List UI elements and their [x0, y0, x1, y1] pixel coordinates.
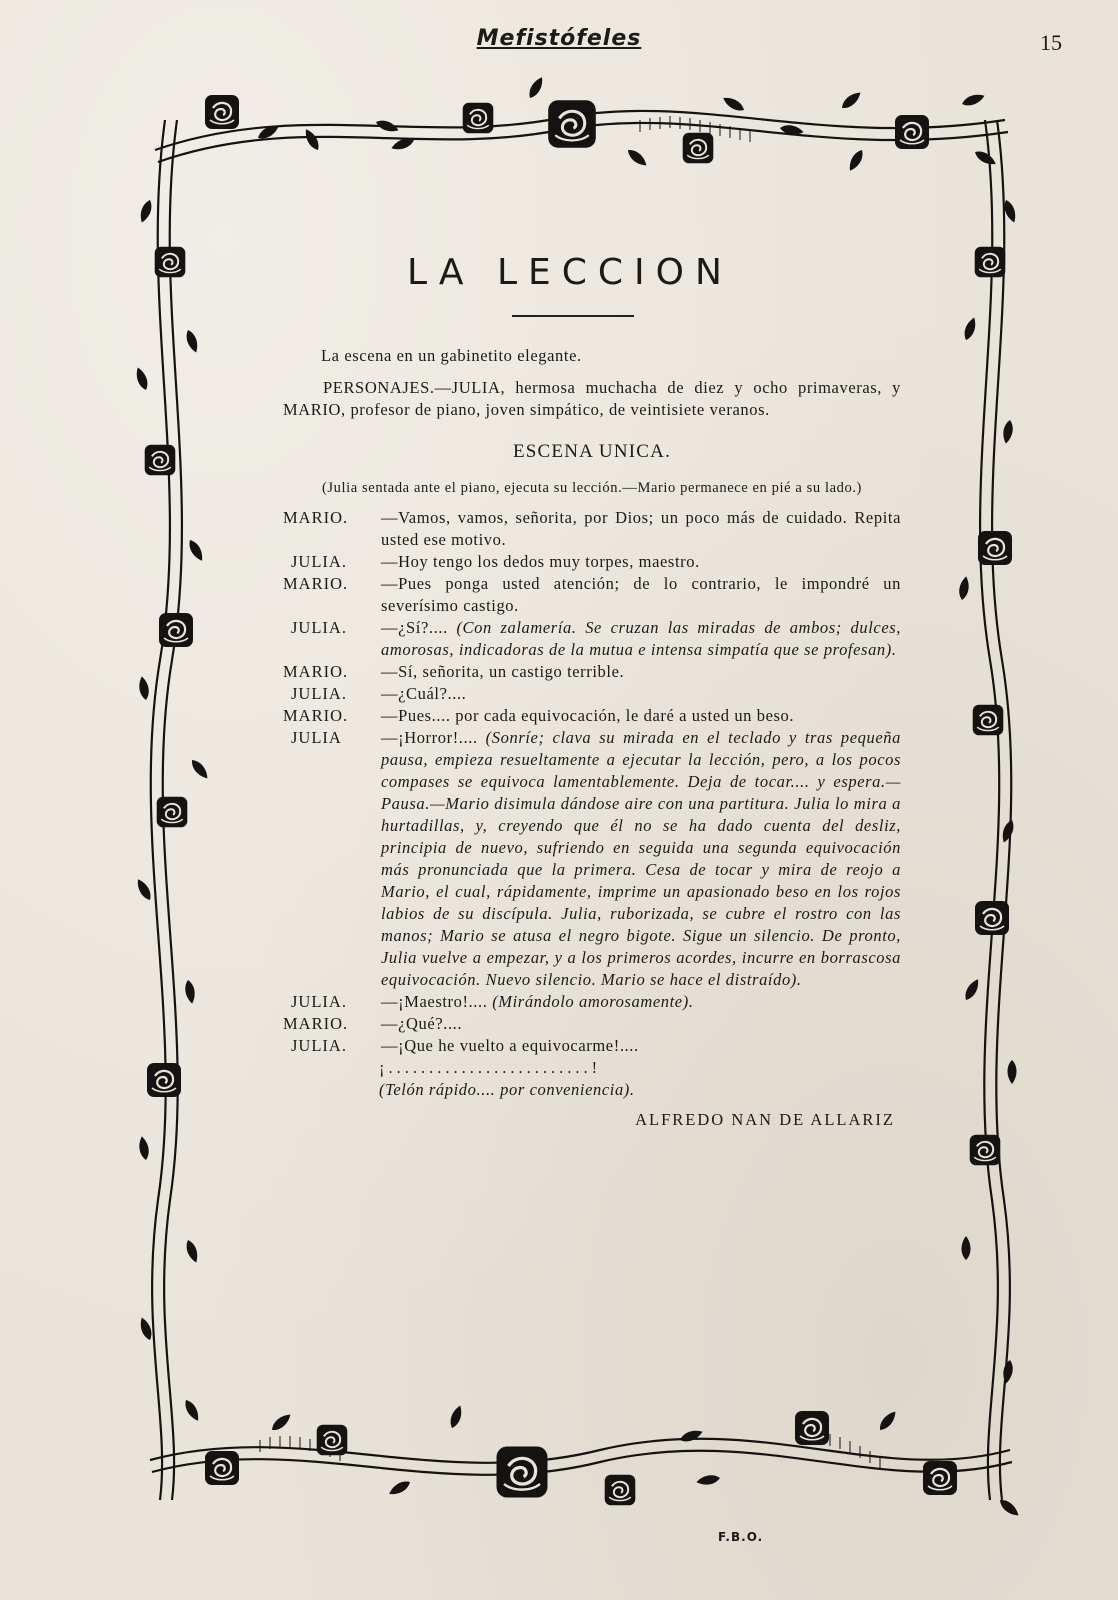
- dialogue-line: [283, 551, 901, 573]
- dialogue-line: [283, 617, 901, 661]
- dialogue-line: [283, 573, 901, 617]
- dialogue-line: [283, 991, 901, 1013]
- speech: —Pues.... por cada equivocación, le daré a usted un beso.: [381, 706, 795, 725]
- dialogue-line: [283, 1013, 901, 1035]
- speaker: MARIO.: [283, 1014, 349, 1033]
- speech: —¿Sí?.... (Con zalamería. Se cruzan las miradas de ambos; dulces, amorosas, indicadoras de la mutua e intensa simpatía que se profesan).: [381, 618, 901, 659]
- speaker: JULIA.: [291, 552, 347, 571]
- speech: —¡Horror!.... (Sonríe; clava su mirada en el teclado y tras pequeña pausa, empieza resueltamente a ejecutar la lección, pero, a los pocos compases se equivoca lamentablemente. Deja de tocar.... y espera.—Pausa.—Mario disimula dándose aire con una partitura. Julia lo mira a hurtadillas, y, creyendo que él no se ha dado cuenta del desliz, principia de nuevo, sufriendo en seguida una segunda equivocación más pronunciada que la primera. Cesa de tocar y mira de reojo a Mario, el cual, rápidamente, imprime un apasionado beso en los rojos labios de su discípula. Julia, ruborizada, se cubre el rostro con las manos; Mario se atusa el negro bigote. Sigue un silencio. De pronto, Julia vuelve a empezar, y a los primeros acordes, incurre en borrascosa equivocación. Nuevo silencio. Mario se hace el distraído).: [381, 728, 901, 989]
- speech: —¡Maestro!.... (Mirándolo amorosamente).: [381, 992, 694, 1011]
- author: ALFREDO NAN DE ALLARIZ: [635, 1110, 895, 1129]
- dialogue-line: [283, 705, 901, 727]
- dialogue-line: [283, 661, 901, 683]
- speech: —Sí, señorita, un castigo terrible.: [381, 662, 625, 681]
- dialogue-line: [283, 683, 901, 705]
- speech: —¡Que he vuelto a equivocarme!....: [381, 1036, 639, 1055]
- title-rule: [512, 315, 634, 317]
- speaker: MARIO.: [283, 706, 349, 725]
- stage-direction-intro: (Julia sentada ante el piano, ejecuta su lección.—Mario permanece en pié a su lado.): [322, 480, 862, 496]
- speech: —Pues ponga usted atención; de lo contrario, le impondré un severísimo castigo.: [381, 574, 901, 615]
- magazine-title: Mefistófeles: [476, 26, 642, 51]
- dots-line: ¡.........................!: [379, 1058, 602, 1077]
- setting: La escena en un gabinetito elegante.: [321, 346, 582, 365]
- scene-heading: ESCENA UNICA.: [512, 441, 672, 462]
- page-number: 15: [1040, 30, 1062, 55]
- speaker: MARIO.: [283, 574, 349, 593]
- illustrator-signature: F.B.O.: [718, 1530, 764, 1544]
- speech: —¿Qué?....: [381, 1014, 463, 1033]
- speaker: JULIA: [291, 728, 342, 747]
- speaker: JULIA.: [291, 684, 347, 703]
- speech: —Hoy tengo los dedos muy torpes, maestro.: [381, 552, 700, 571]
- speaker: JULIA.: [291, 1036, 347, 1055]
- dialogue-line: [283, 1035, 901, 1057]
- play-text: [283, 345, 901, 1131]
- dialogue-line: [283, 727, 901, 991]
- speaker: JULIA.: [291, 992, 347, 1011]
- speech: —¿Cuál?....: [381, 684, 467, 703]
- speaker: MARIO.: [283, 508, 349, 527]
- stage-direction: (Con zalamería. Se cruzan las miradas de ambos; dulces, amorosas, indicadoras de la mutua e intensa simpatía que se profesan).: [381, 618, 901, 659]
- stage-direction: (Sonríe; clava su mirada en el teclado y tras pequeña pausa, empieza resueltamente a ejecutar la lección, pero, a los pocos compases se equivoca lamentablemente. Deja de tocar.... y espera.—Pausa.—Mario disimula dándose aire con una partitura. Julia lo mira a hurtadillas, y, creyendo que él no se ha dado cuenta del desliz, principia de nuevo, sufriendo en seguida una segunda equivocación más pronunciada que la primera. Cesa de tocar y mira de reojo a Mario, el cual, rápidamente, imprime un apasionado beso en los rojos labios de su discípula. Julia, ruborizada, se cubre el rostro con las manos; Mario se atusa el negro bigote. Sigue un silencio. De pronto, Julia vuelve a empezar, y a los primeros acordes, incurre en borrascosa equivocación. Nuevo silencio. Mario se hace el distraído).: [381, 728, 901, 989]
- speaker: MARIO.: [283, 662, 349, 681]
- stage-direction: (Mirándolo amorosamente).: [492, 992, 694, 1011]
- closing-direction: (Telón rápido.... por conveniencia).: [379, 1080, 635, 1099]
- speech: —Vamos, vamos, señorita, por Dios; un poco más de cuidado. Repita usted ese motivo.: [381, 508, 901, 549]
- speaker: JULIA.: [291, 618, 347, 637]
- characters-list: PERSONAJES.—JULIA, hermosa muchacha de diez y ocho primaveras, y MARIO, profesor de piano, joven simpático, de veintisiete veranos.: [283, 378, 901, 419]
- dialogue-line: [283, 507, 901, 551]
- piece-title: LA LECCION: [407, 252, 733, 293]
